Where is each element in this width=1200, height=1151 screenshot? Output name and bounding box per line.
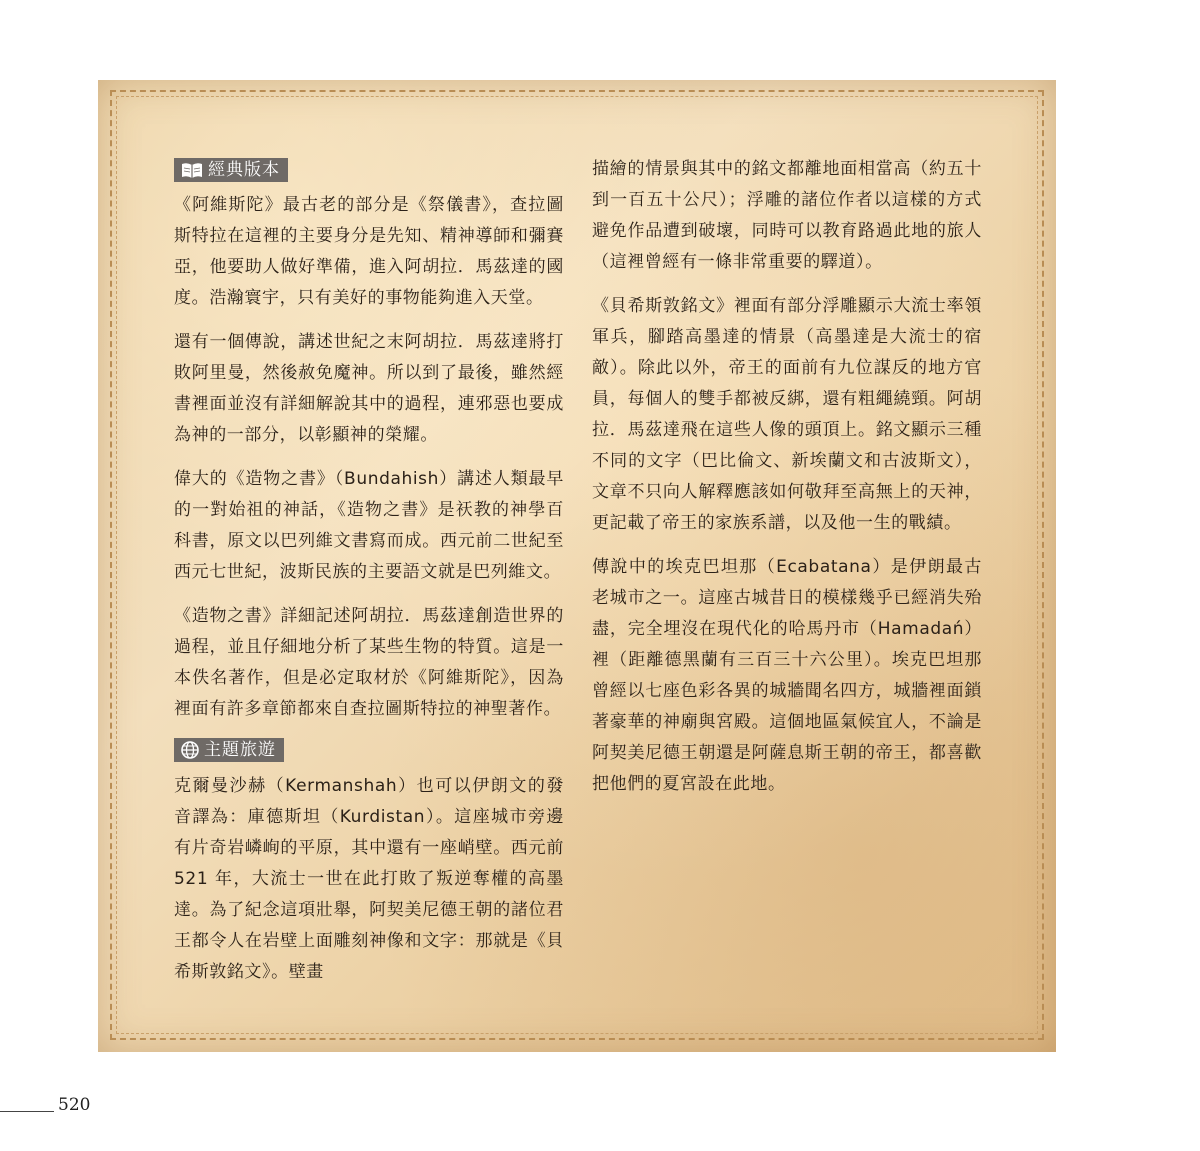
left-column [174,158,564,1001]
section-heading-theme-travel [174,738,284,762]
section-heading-label: 主題旅遊 [204,740,276,760]
paragraph: 克爾曼沙赫（Kermanshah）也可以伊朗文的發音譯為：庫德斯坦（Kurdistan）。這座城市旁邊有片奇岩嶙峋的平原，其中還有一座峭壁。西元前 521 年，大流士一世在此打敗了叛逆奪權的高墨達。為了紀念這項壯舉，阿契美尼德王朝的諸位君王都令人在岩壁上面雕刻神像和文字：那就是《貝希斯敦銘文》。壁畫 [174,776,564,982]
section-heading-classic-editions [174,158,288,182]
paragraph: 《貝希斯敦銘文》裡面有部分浮雕顯示大流士率領軍兵，腳踏高墨達的情景（高墨達是大流士的宿敵）。除此以外，帝王的面前有九位謀反的地方官員，每個人的雙手都被反綁，還有粗繩繞頸。阿胡拉．馬茲達飛在這些人像的頭頂上。銘文顯示三種不同的文字（巴比倫文、新埃蘭文和古波斯文），文章不只向人解釋應該如何敬拜至高無上的天神，更記載了帝王的家族系譜，以及他一生的戰績。 [592,296,982,533]
paragraph: 《阿維斯陀》最古老的部分是《祭儀書》，查拉圖斯特拉在這裡的主要身分是先知、精神導師和彌賽亞，他要助人做好準備，進入阿胡拉．馬茲達的國度。浩瀚寰宇，只有美好的事物能夠進入天堂。 [174,195,564,308]
page-number: 520 [58,1095,91,1115]
paragraph: 傳說中的埃克巴坦那（Ecabatana）是伊朗最古老城市之一。這座古城昔日的模樣幾乎已經消失殆盡，完全埋沒在現代化的哈馬丹市（Hamadań）裡（距離德黑蘭有三百三十六公里）。埃克巴坦那曾經以七座色彩各異的城牆聞名四方，城牆裡面鎖著豪華的神廟與宮殿。這個地區氣候宜人，不論是阿契美尼德王朝還是阿薩息斯王朝的帝王，都喜歡把他們的夏宮設在此地。 [592,557,982,794]
paragraph: 《造物之書》詳細記述阿胡拉．馬茲達創造世界的過程，並且仔細地分析了某些生物的特質。這是一本佚名著作，但是必定取材於《阿維斯陀》，因為裡面有許多章節都來自查拉圖斯特拉的神聖著作。 [174,606,564,719]
section-heading-label: 經典版本 [208,160,280,180]
paragraph: 描繪的情景與其中的銘文都離地面相當高（約五十到一百五十公尺）；浮雕的諸位作者以這樣的方式避免作品遭到破壞，同時可以教育路過此地的旅人（這裡曾經有一條非常重要的驛道）。 [592,159,982,272]
parchment-panel [98,80,1056,1052]
right-column [592,154,982,813]
page-number-rule [0,1111,54,1112]
paragraph: 偉大的《造物之書》（Bundahish）講述人類最早的一對始祖的神話，《造物之書》是祆教的神學百科書，原文以巴列維文書寫而成。西元前二世紀至西元七世紀，波斯民族的主要語文就是巴列維文。 [174,469,564,582]
globe-icon [180,740,200,760]
book-icon [180,161,204,179]
paragraph: 還有一個傳說，講述世紀之末阿胡拉．馬茲達將打敗阿里曼，然後赦免魔神。所以到了最後，雖然經書裡面並沒有詳細解說其中的過程，連邪惡也要成為神的一部分，以彰顯神的榮耀。 [174,332,564,445]
